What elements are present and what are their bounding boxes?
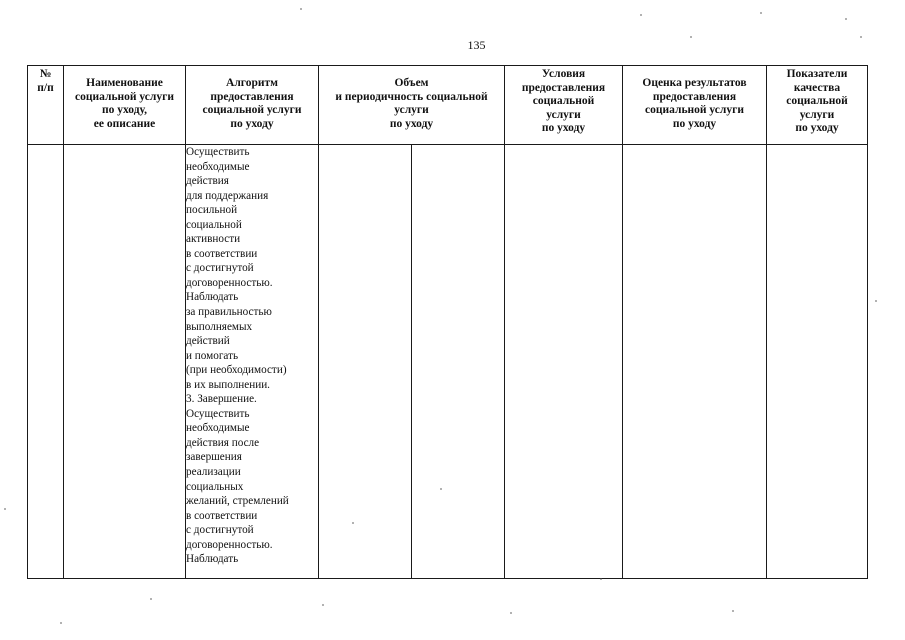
scan-speck [510,612,512,614]
scan-speck [860,36,862,38]
cell-volume [319,145,412,579]
header-conditions: Условия предоставления социальной услуги по уходу [505,66,623,145]
scan-speck [600,578,602,580]
header-volume-periodicity: Объем и периодичность социальной услуги по уходу [319,66,505,145]
cell-periodicity [412,145,505,579]
table-header-row [28,66,868,145]
scan-speck [4,508,6,510]
scan-speck [690,36,692,38]
cell-quality-indicators [767,145,868,579]
scan-speck [760,12,762,14]
header-service-name: Наименование социальной услуги по уходу, ее описание [64,66,186,145]
scan-speck [440,488,442,490]
cell-number [28,145,64,579]
scan-speck [732,610,734,612]
scan-speck [640,14,642,16]
scan-speck [300,8,302,10]
scan-speck [60,622,62,624]
services-table [27,65,868,579]
scan-speck [352,522,354,524]
scan-speck [845,18,847,20]
table-row [28,145,868,579]
header-number: № п/п [28,66,64,145]
header-algorithm: Алгоритм предоставления социальной услуги по уходу [186,66,319,145]
scan-speck [322,604,324,606]
page-number: 135 [467,38,486,52]
cell-result-assessment [623,145,767,579]
header-quality-indicators: Показатели качества социальной услуги по уходу [767,66,868,145]
cell-algorithm: Осуществить необходимые действия для поддержания посильной социальной активности в соответствии с достигнутой договоренностью. Наблюдать за правильностью выполняемых действий и помогать (при необходимости) в их выполнении. 3. Завершение. Осуществить необходимые действия после завершения реализации социальных желаний, стремлений в соответствии с достигнутой договоренностью. Наблюдать [186,145,319,579]
scan-speck [875,300,877,302]
cell-conditions [505,145,623,579]
cell-service-name [64,145,186,579]
header-result-assessment: Оценка результатов предоставления социальной услуги по уходу [623,66,767,145]
scan-speck [150,598,152,600]
